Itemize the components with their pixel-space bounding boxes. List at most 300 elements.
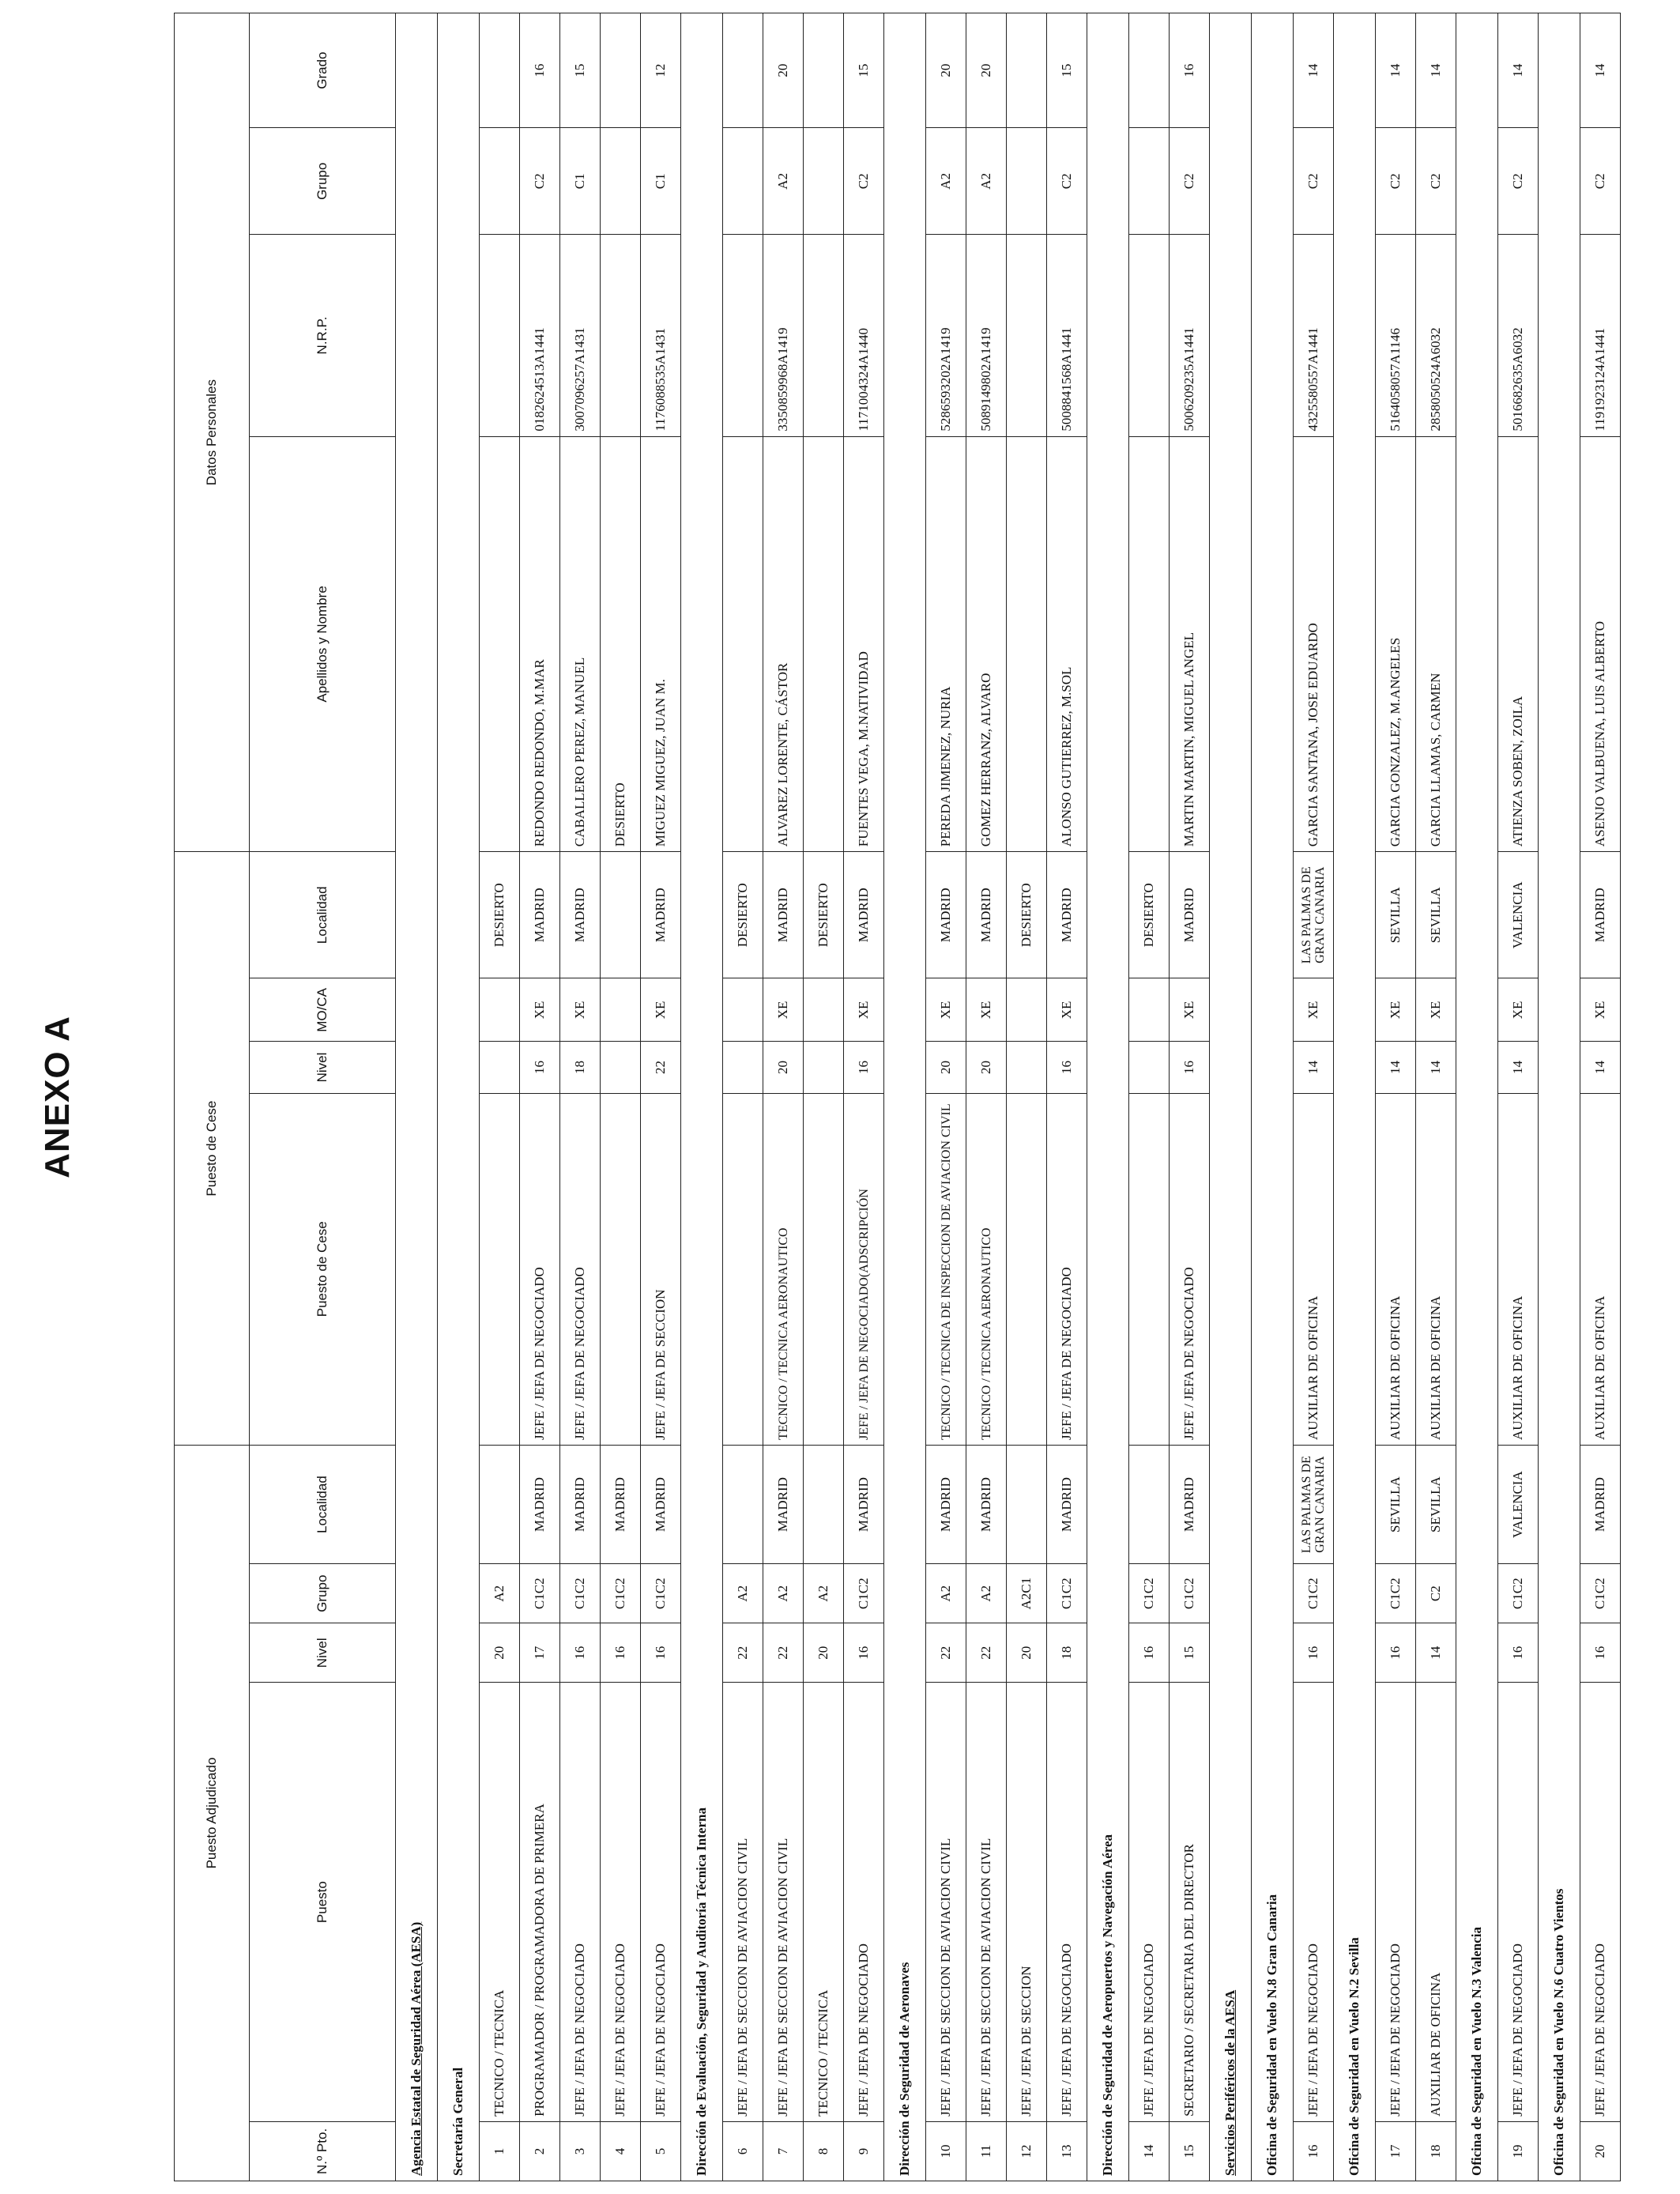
grado-cell: 20 [926, 13, 966, 128]
puesto-cese-cell: JEFE / JEFA DE NEGOCIADO(ADSCRIPCIÓN [844, 1093, 884, 1445]
apellidos-cell: MIGUEZ MIGUEZ, JUAN M. [641, 436, 681, 852]
nivel-cell: 16 [1498, 1623, 1539, 1683]
table-row [1007, 13, 1047, 2181]
grado-cell: 15 [1047, 13, 1087, 128]
nivel-cese-cell: 16 [1047, 1042, 1087, 1093]
localidad-cese-cell: SEVILLA [1376, 852, 1416, 978]
localidad-cese-cell: DESIERTO [1129, 852, 1170, 978]
section-label: Agencia Estatal de Seguridad Aérea (AESA) [396, 13, 438, 2181]
row-number: 6 [723, 2121, 763, 2181]
nivel-cell: 20 [1007, 1623, 1047, 1683]
puesto-cell: JEFE / JEFA DE NEGOCIADO [560, 1683, 601, 2122]
nivel-cese-cell: 14 [1416, 1042, 1456, 1093]
grado-cell: 14 [1376, 13, 1416, 128]
grupo-cell: C1C2 [520, 1564, 560, 1623]
grupo-cell: C1C2 [1580, 1564, 1621, 1623]
column-header-grupo: Grupo [250, 1564, 396, 1623]
puesto-cese-cell: JEFE / JEFA DE NEGOCIADO [1047, 1093, 1087, 1445]
section-label: Dirección de Seguridad de Aeronaves [884, 13, 926, 2181]
section-label: Oficina de Seguridad en Vuelo N.2 Sevilla [1334, 13, 1376, 2181]
puesto-cese-cell: AUXILIAR DE OFICINA [1294, 1093, 1334, 1445]
grupo-personal-cell: C2 [1416, 128, 1456, 235]
grupo-cell: A2 [926, 1564, 966, 1623]
section-header [1087, 13, 1129, 2181]
row-number: 13 [1047, 2121, 1087, 2181]
nivel-cese-cell [601, 1042, 641, 1093]
nivel-cell: 18 [1047, 1623, 1087, 1683]
apellidos-cell [804, 436, 844, 852]
apellidos-cell: GOMEZ HERRANZ, ALVARO [966, 436, 1007, 852]
puesto-cell: JEFE / JEFA DE SECCION DE AVIACION CIVIL [723, 1683, 763, 2122]
grado-cell: 16 [520, 13, 560, 128]
group-header-personales: Datos Personales [175, 13, 250, 852]
grupo-personal-cell: C2 [844, 128, 884, 235]
section-header [1456, 13, 1498, 2181]
grupo-personal-cell: C2 [1498, 128, 1539, 235]
table-row [480, 13, 520, 2181]
row-number: 12 [1007, 2121, 1047, 2181]
localidad-cese-cell: DESIERTO [804, 852, 844, 978]
nivel-cese-cell: 16 [1170, 1042, 1210, 1093]
table-row [1170, 13, 1210, 2181]
nivel-cese-cell: 22 [641, 1042, 681, 1093]
apellidos-cell: ASENJO VALBUENA, LUIS ALBERTO [1580, 436, 1621, 852]
puesto-cese-cell: AUXILIAR DE OFICINA [1580, 1093, 1621, 1445]
nivel-cese-cell: 14 [1498, 1042, 1539, 1093]
apellidos-cell: CABALLERO PEREZ, MANUEL [560, 436, 601, 852]
annex-table [174, 13, 1621, 2181]
column-header-puesto-cese: Puesto de Cese [250, 1093, 396, 1445]
grado-cell [480, 13, 520, 128]
nrp-cell [601, 235, 641, 436]
localidad-cell [1007, 1446, 1047, 1564]
nivel-cell: 16 [1129, 1623, 1170, 1683]
grupo-personal-cell [1007, 128, 1047, 235]
puesto-cese-cell [601, 1093, 641, 1445]
puesto-cell: JEFE / JEFA DE NEGOCIADO [1129, 1683, 1170, 2122]
row-number: 11 [966, 2121, 1007, 2181]
localidad-cell: MADRID [763, 1446, 804, 1564]
puesto-cell: JEFE / JEFA DE SECCION DE AVIACION CIVIL [763, 1683, 804, 2122]
puesto-cell: JEFE / JEFA DE SECCION [1007, 1683, 1047, 2122]
row-number: 9 [844, 2121, 884, 2181]
puesto-cese-cell: AUXILIAR DE OFICINA [1498, 1093, 1539, 1445]
table-row [1376, 13, 1416, 2181]
grado-cell: 14 [1294, 13, 1334, 128]
puesto-cese-cell: JEFE / JEFA DE SECCION [641, 1093, 681, 1445]
localidad-cell: MADRID [844, 1446, 884, 1564]
nivel-cell: 22 [966, 1623, 1007, 1683]
apellidos-cell: PEREDA JIMENEZ, NURIA [926, 436, 966, 852]
localidad-cell: MADRID [966, 1446, 1007, 1564]
nivel-cell: 15 [1170, 1623, 1210, 1683]
puesto-cell: JEFE / JEFA DE NEGOCIADO [1294, 1683, 1334, 2122]
localidad-cell: VALENCIA [1498, 1446, 1539, 1564]
puesto-cese-cell: JEFE / JEFA DE NEGOCIADO [560, 1093, 601, 1445]
section-header [1252, 13, 1294, 2181]
moca-cell: XE [1170, 978, 1210, 1042]
apellidos-cell [480, 436, 520, 852]
puesto-cell: JEFE / JEFA DE NEGOCIADO [601, 1683, 641, 2122]
puesto-cese-cell [804, 1093, 844, 1445]
puesto-cell: TECNICO / TECNICA [480, 1683, 520, 2122]
puesto-cese-cell [1129, 1093, 1170, 1445]
nrp-cell [804, 235, 844, 436]
apellidos-cell: REDONDO REDONDO, M.MAR [520, 436, 560, 852]
nivel-cell: 16 [844, 1623, 884, 1683]
group-header-adjudicado: Puesto Adjudicado [175, 1446, 250, 2181]
column-header-localidad-cese: Localidad [250, 852, 396, 978]
column-header-npto: N.º Pto. [250, 2121, 396, 2181]
nrp-cell [480, 235, 520, 436]
row-number: 16 [1294, 2121, 1334, 2181]
localidad-cese-cell: DESIERTO [723, 852, 763, 978]
apellidos-cell: DESIERTO [601, 436, 641, 852]
nivel-cese-cell: 14 [1294, 1042, 1334, 1093]
nrp-cell: 5286593202A1419 [926, 235, 966, 436]
row-number: 15 [1170, 2121, 1210, 2181]
section-header [681, 13, 723, 2181]
grupo-cell: C1C2 [844, 1564, 884, 1623]
localidad-cell: MADRID [641, 1446, 681, 1564]
puesto-cell: JEFE / JEFA DE NEGOCIADO [1047, 1683, 1087, 2122]
moca-cell: XE [1498, 978, 1539, 1042]
nivel-cell: 22 [926, 1623, 966, 1683]
nivel-cell: 16 [1580, 1623, 1621, 1683]
table-row [601, 13, 641, 2181]
grado-cell: 14 [1498, 13, 1539, 128]
moca-cell: XE [520, 978, 560, 1042]
nivel-cell: 16 [1294, 1623, 1334, 1683]
apellidos-cell [1129, 436, 1170, 852]
moca-cell [1129, 978, 1170, 1042]
localidad-cell: MADRID [560, 1446, 601, 1564]
grupo-cell: C1C2 [1376, 1564, 1416, 1623]
nrp-cell: 5008841568A1441 [1047, 235, 1087, 436]
grado-cell [1129, 13, 1170, 128]
row-number: 1 [480, 2121, 520, 2181]
nrp-cell: 5016682635A6032 [1498, 235, 1539, 436]
table-row [1129, 13, 1170, 2181]
column-header-moca: MO/CA [250, 978, 396, 1042]
grupo-cell: C1C2 [601, 1564, 641, 1623]
moca-cell [804, 978, 844, 1042]
nivel-cell: 16 [641, 1623, 681, 1683]
section-label: Secretaría General [438, 13, 480, 2181]
puesto-cese-cell [480, 1093, 520, 1445]
grupo-personal-cell: A2 [926, 128, 966, 235]
nivel-cese-cell [804, 1042, 844, 1093]
nrp-cell [723, 235, 763, 436]
localidad-cese-cell: DESIERTO [480, 852, 520, 978]
localidad-cese-cell: MADRID [1580, 852, 1621, 978]
moca-cell [601, 978, 641, 1042]
apellidos-cell: GARCIA GONZALEZ, M.ANGELES [1376, 436, 1416, 852]
table-row [1047, 13, 1087, 2181]
apellidos-cell: ALONSO GUTIERREZ, M.SOL [1047, 436, 1087, 852]
section-label: Dirección de Seguridad de Aeropuertos y Navegación Aérea [1087, 13, 1129, 2181]
nrp-cell: 5164058057A1146 [1376, 235, 1416, 436]
localidad-cese-cell: MADRID [520, 852, 560, 978]
puesto-cell: JEFE / JEFA DE NEGOCIADO [1580, 1683, 1621, 2122]
grupo-cell: A2 [723, 1564, 763, 1623]
nivel-cese-cell: 16 [844, 1042, 884, 1093]
nrp-cell: 1171004324A1440 [844, 235, 884, 436]
grado-cell: 12 [641, 13, 681, 128]
localidad-cell [1129, 1446, 1170, 1564]
row-number: 10 [926, 2121, 966, 2181]
table-body [396, 13, 1621, 2181]
grupo-cell: C1C2 [1170, 1564, 1210, 1623]
row-number: 3 [560, 2121, 601, 2181]
table-row [966, 13, 1007, 2181]
row-number: 19 [1498, 2121, 1539, 2181]
column-header-grupo-personal: Grupo [250, 128, 396, 235]
localidad-cese-cell: VALENCIA [1498, 852, 1539, 978]
localidad-cese-cell: MADRID [844, 852, 884, 978]
grupo-personal-cell: C2 [1294, 128, 1334, 235]
section-header [438, 13, 480, 2181]
column-header-grado: Grado [250, 13, 396, 128]
grupo-personal-cell [804, 128, 844, 235]
localidad-cell: MADRID [1170, 1446, 1210, 1564]
nivel-cese-cell [1007, 1042, 1047, 1093]
moca-cell [480, 978, 520, 1042]
nivel-cell: 16 [1376, 1623, 1416, 1683]
grupo-personal-cell: C2 [1047, 128, 1087, 235]
grupo-cell: C2 [1416, 1564, 1456, 1623]
section-header [884, 13, 926, 2181]
grupo-cell: A2 [763, 1564, 804, 1623]
grupo-personal-cell: C2 [1170, 128, 1210, 235]
nivel-cell: 16 [601, 1623, 641, 1683]
puesto-cese-cell: AUXILIAR DE OFICINA [1416, 1093, 1456, 1445]
grupo-cell: C1C2 [1294, 1564, 1334, 1623]
grupo-cell: A2 [966, 1564, 1007, 1623]
table-row [1580, 13, 1621, 2181]
apellidos-cell: FUENTES VEGA, M.NATIVIDAD [844, 436, 884, 852]
table-row [844, 13, 884, 2181]
apellidos-cell: ATIENZA SOBEN, ZOILA [1498, 436, 1539, 852]
nrp-cell: 1191923124A1441 [1580, 235, 1621, 436]
grupo-cell: C1C2 [1129, 1564, 1170, 1623]
table-row [723, 13, 763, 2181]
localidad-cese-cell: MADRID [926, 852, 966, 978]
puesto-cell: PROGRAMADOR / PROGRAMADORA DE PRIMERA [520, 1683, 560, 2122]
moca-cell: XE [1047, 978, 1087, 1042]
grado-cell: 14 [1416, 13, 1456, 128]
localidad-cell: MADRID [1047, 1446, 1087, 1564]
localidad-cese-cell: LAS PALMAS DE GRAN CANARIA [1294, 852, 1334, 978]
localidad-cell: MADRID [926, 1446, 966, 1564]
row-number: 20 [1580, 2121, 1621, 2181]
moca-cell: XE [763, 978, 804, 1042]
localidad-cell: SEVILLA [1376, 1446, 1416, 1564]
section-label: Servicios Periféricos de la AESA [1210, 13, 1252, 2181]
puesto-cell: JEFE / JEFA DE SECCION DE AVIACION CIVIL [926, 1683, 966, 2122]
section-label: Oficina de Seguridad en Vuelo N.8 Gran Canaria [1252, 13, 1294, 2181]
column-header-puesto: Puesto [250, 1683, 396, 2122]
nivel-cell: 14 [1416, 1623, 1456, 1683]
puesto-cell: JEFE / JEFA DE NEGOCIADO [844, 1683, 884, 2122]
column-header-nivel: Nivel [250, 1623, 396, 1683]
section-header [1334, 13, 1376, 2181]
localidad-cell: SEVILLA [1416, 1446, 1456, 1564]
moca-cell: XE [560, 978, 601, 1042]
moca-cell: XE [1416, 978, 1456, 1042]
puesto-cese-cell: JEFE / JEFA DE NEGOCIADO [1170, 1093, 1210, 1445]
row-number: 7 [763, 2121, 804, 2181]
grupo-cell: C1C2 [641, 1564, 681, 1623]
grupo-cell: A2 [804, 1564, 844, 1623]
grupo-personal-cell: C1 [560, 128, 601, 235]
row-number: 18 [1416, 2121, 1456, 2181]
nrp-cell: 2858050524A6032 [1416, 235, 1456, 436]
puesto-cell: JEFE / JEFA DE SECCION DE AVIACION CIVIL [966, 1683, 1007, 2122]
moca-cell [1007, 978, 1047, 1042]
localidad-cese-cell: SEVILLA [1416, 852, 1456, 978]
grado-cell: 15 [560, 13, 601, 128]
section-header [1210, 13, 1252, 2181]
apellidos-cell: GARCIA SANTANA, JOSE EDUARDO [1294, 436, 1334, 852]
puesto-cell: JEFE / JEFA DE NEGOCIADO [641, 1683, 681, 2122]
nivel-cell: 22 [723, 1623, 763, 1683]
nivel-cell: 22 [763, 1623, 804, 1683]
nivel-cell: 17 [520, 1623, 560, 1683]
apellidos-cell [1007, 436, 1047, 852]
apellidos-cell: ALVAREZ LORENTE, CÁSTOR [763, 436, 804, 852]
nrp-cell: 5006209235A1441 [1170, 235, 1210, 436]
nrp-cell: 4325580557A1441 [1294, 235, 1334, 436]
table-row [763, 13, 804, 2181]
localidad-cese-cell: MADRID [763, 852, 804, 978]
table-row [804, 13, 844, 2181]
nrp-cell: 1176088535A1431 [641, 235, 681, 436]
moca-cell: XE [1580, 978, 1621, 1042]
localidad-cese-cell: MADRID [560, 852, 601, 978]
table-row [1498, 13, 1539, 2181]
nrp-cell: 0182624513A1441 [520, 235, 560, 436]
nivel-cese-cell: 20 [926, 1042, 966, 1093]
grupo-cell: A2 [480, 1564, 520, 1623]
localidad-cell [804, 1446, 844, 1564]
grado-cell: 16 [1170, 13, 1210, 128]
section-label: Dirección de Evaluación, Seguridad y Auditoría Técnica Interna [681, 13, 723, 2181]
table-row [926, 13, 966, 2181]
annex-title: ANEXO A [38, 1016, 77, 1178]
nivel-cese-cell [480, 1042, 520, 1093]
nivel-cese-cell: 18 [560, 1042, 601, 1093]
nivel-cese-cell: 16 [520, 1042, 560, 1093]
puesto-cell: JEFE / JEFA DE NEGOCIADO [1376, 1683, 1416, 2122]
nivel-cese-cell [1129, 1042, 1170, 1093]
grupo-personal-cell: C2 [1376, 128, 1416, 235]
moca-cell: XE [844, 978, 884, 1042]
localidad-cese-cell: MADRID [1170, 852, 1210, 978]
localidad-cese-cell: MADRID [1047, 852, 1087, 978]
row-number: 8 [804, 2121, 844, 2181]
nivel-cese-cell: 20 [763, 1042, 804, 1093]
table-row [641, 13, 681, 2181]
puesto-cell: JEFE / JEFA DE NEGOCIADO [1498, 1683, 1539, 2122]
nivel-cell: 20 [804, 1623, 844, 1683]
puesto-cese-cell: TECNICO / TECNICA AERONAUTICO [966, 1093, 1007, 1445]
group-header-cese: Puesto de Cese [175, 852, 250, 1446]
table-row [520, 13, 560, 2181]
puesto-cese-cell: TECNICO / TECNICA AERONAUTICO [763, 1093, 804, 1445]
grupo-cell: A2C1 [1007, 1564, 1047, 1623]
row-number: 14 [1129, 2121, 1170, 2181]
grado-cell [1007, 13, 1047, 128]
localidad-cell [480, 1446, 520, 1564]
moca-cell [723, 978, 763, 1042]
moca-cell: XE [966, 978, 1007, 1042]
grupo-personal-cell [1129, 128, 1170, 235]
column-header-apellidos: Apellidos y Nombre [250, 436, 396, 852]
grado-cell: 15 [844, 13, 884, 128]
moca-cell: XE [1294, 978, 1334, 1042]
grado-cell [723, 13, 763, 128]
moca-cell: XE [1376, 978, 1416, 1042]
localidad-cese-cell: DESIERTO [1007, 852, 1047, 978]
grupo-personal-cell [723, 128, 763, 235]
apellidos-cell: MARTIN MARTIN, MIGUEL ANGEL [1170, 436, 1210, 852]
localidad-cese-cell [601, 852, 641, 978]
section-header [1539, 13, 1580, 2181]
nrp-cell: 3007096257A1431 [560, 235, 601, 436]
grupo-personal-cell [601, 128, 641, 235]
table-row [1416, 13, 1456, 2181]
section-label: Oficina de Seguridad en Vuelo N.6 Cuatro Vientos [1539, 13, 1580, 2181]
moca-cell: XE [926, 978, 966, 1042]
column-header-nrp: N.R.P. [250, 235, 396, 436]
row-number: 5 [641, 2121, 681, 2181]
puesto-cese-cell: JEFE / JEFA DE NEGOCIADO [520, 1093, 560, 1445]
grupo-cell: C1C2 [1498, 1564, 1539, 1623]
puesto-cese-cell: TECNICO / TECNICA DE INSPECCION DE AVIACION CIVIL [926, 1093, 966, 1445]
grupo-personal-cell: C2 [520, 128, 560, 235]
row-number: 2 [520, 2121, 560, 2181]
grupo-cell: C1C2 [560, 1564, 601, 1623]
grupo-personal-cell: C1 [641, 128, 681, 235]
nrp-cell: 3350859968A1419 [763, 235, 804, 436]
grado-cell: 14 [1580, 13, 1621, 128]
localidad-cell [723, 1446, 763, 1564]
nivel-cese-cell: 20 [966, 1042, 1007, 1093]
row-number: 17 [1376, 2121, 1416, 2181]
apellidos-cell: GARCIA LLAMAS, CARMEN [1416, 436, 1456, 852]
puesto-cell: AUXILIAR DE OFICINA [1416, 1683, 1456, 2122]
nivel-cese-cell [723, 1042, 763, 1093]
moca-cell: XE [641, 978, 681, 1042]
puesto-cell: TECNICO / TECNICA [804, 1683, 844, 2122]
puesto-cese-cell [723, 1093, 763, 1445]
localidad-cese-cell: MADRID [641, 852, 681, 978]
grado-cell [601, 13, 641, 128]
grado-cell [804, 13, 844, 128]
localidad-cell: MADRID [1580, 1446, 1621, 1564]
localidad-cell: MADRID [520, 1446, 560, 1564]
apellidos-cell [723, 436, 763, 852]
grupo-personal-cell [480, 128, 520, 235]
grado-cell: 20 [966, 13, 1007, 128]
section-header [396, 13, 438, 2181]
nrp-cell: 5089149802A1419 [966, 235, 1007, 436]
puesto-cese-cell: AUXILIAR DE OFICINA [1376, 1093, 1416, 1445]
puesto-cese-cell [1007, 1093, 1047, 1445]
table-row [1294, 13, 1334, 2181]
column-header-nivel-cese: Nivel [250, 1042, 396, 1093]
